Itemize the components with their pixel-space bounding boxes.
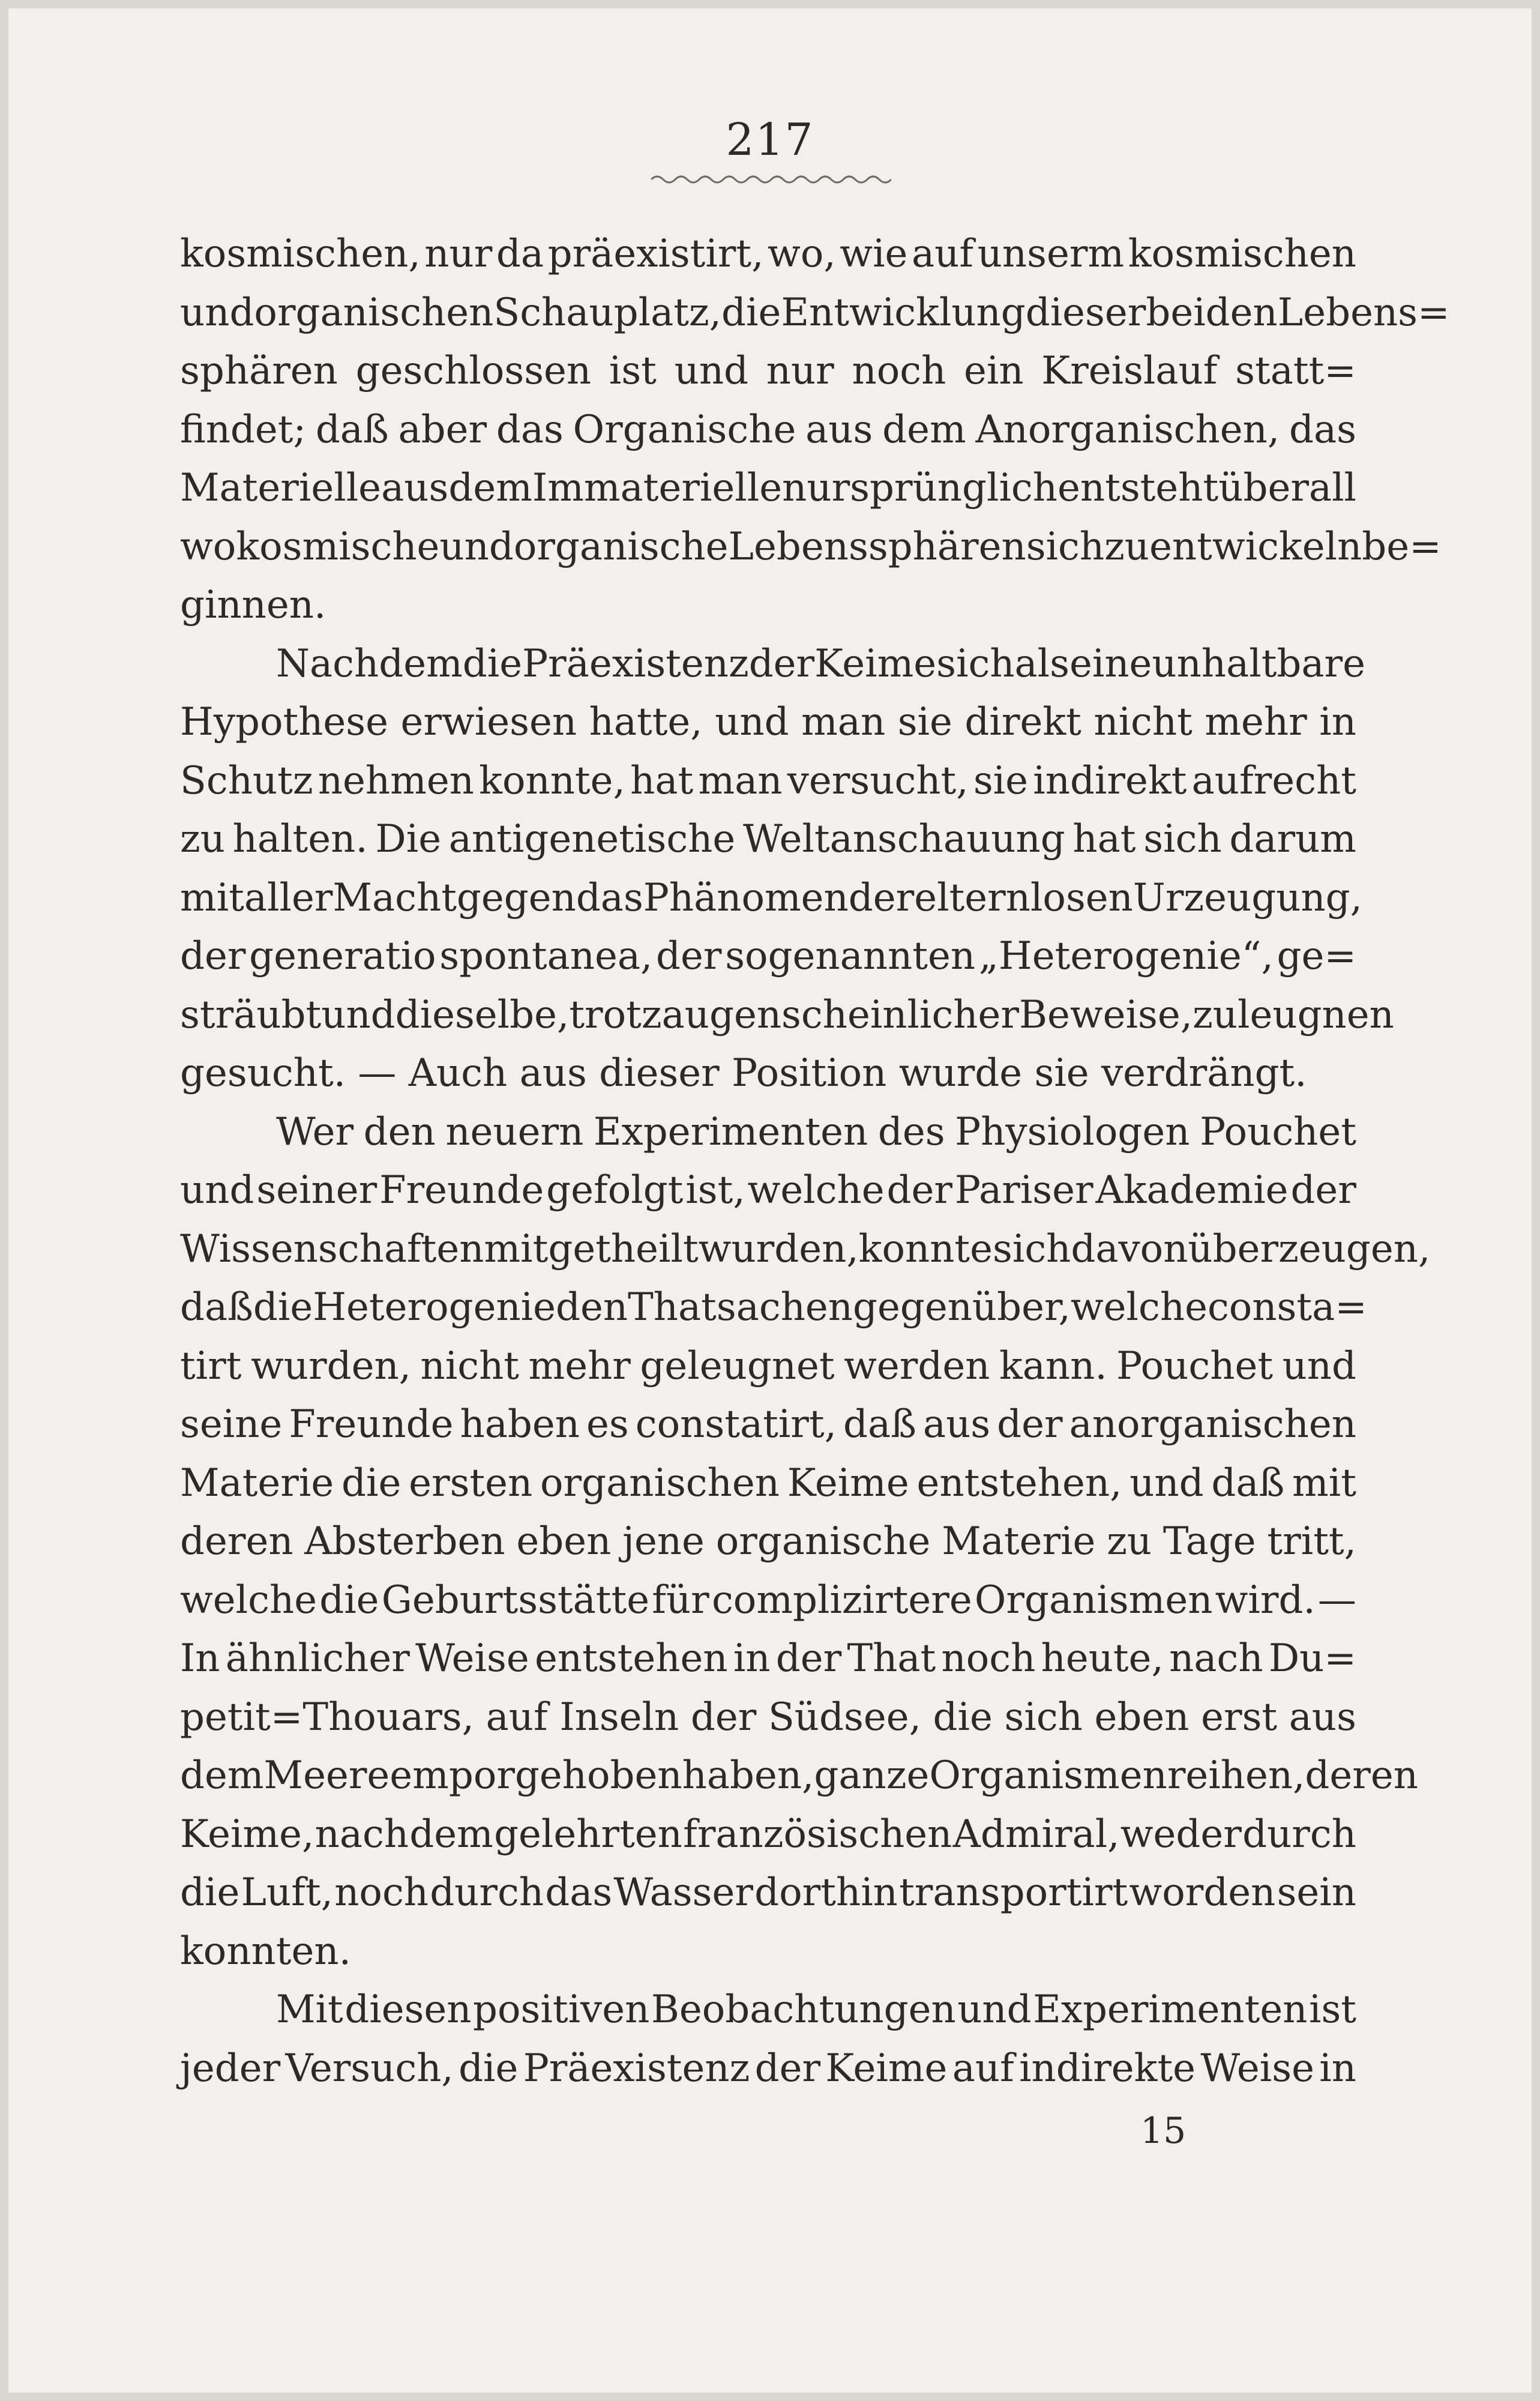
text-line: Wissenschaften mitgetheilt wurden, konnte sich davon überzeugen, <box>180 1226 1431 1271</box>
text-line: konnten. <box>180 1929 351 1974</box>
text-line: Mit diesen positiven Beobachtungen und Experimenten ist <box>276 1987 1356 2032</box>
text-line: deren Absterben eben jene organische Materie zu Tage tritt, <box>180 1519 1356 1564</box>
text-line: sphären geschlossen ist und nur noch ein Kreislauf statt= <box>180 349 1356 393</box>
text-line: seine Freunde haben es constatirt, daß aus der anorganischen <box>180 1402 1356 1447</box>
body-text <box>180 225 1450 2098</box>
text-line: Keime, nach dem gelehrten französischen Admiral, weder durch <box>180 1812 1356 1857</box>
text-line: jeder Versuch, die Präexistenz der Keime auf indirekte Weise in <box>180 2046 1356 2091</box>
text-line: sträubt und dieselbe, trotz augenscheinlicher Beweise, zu leugnen <box>180 992 1394 1037</box>
text-line: wo kosmische und organische Lebenssphären sich zu entwickeln be= <box>180 524 1442 569</box>
text-line: welche die Geburtsstätte für complizirtere Organismen wird. — <box>180 1577 1356 1622</box>
text-line: kosmischen, nur da präexistirt, wo, wie auf unserm kosmischen <box>180 232 1356 276</box>
text-line: findet; daß aber das Organische aus dem Anorganischen, das <box>180 407 1356 452</box>
text-line: Nachdem die Präexistenz der Keime sich als eine unhaltbare <box>276 641 1365 686</box>
text-line: petit=Thouars, auf Inseln der Südsee, die sich eben erst aus <box>180 1695 1356 1740</box>
text-line: Hypothese erwiesen hatte, und man sie direkt nicht mehr in <box>180 700 1356 744</box>
text-line: gesucht. — Auch aus dieser Position wurde sie verdrängt. <box>180 1051 1307 1095</box>
text-line: In ähnlicher Weise entstehen in der That noch heute, nach Du= <box>180 1636 1356 1681</box>
text-line: Materie die ersten organischen Keime entstehen, und daß mit <box>180 1460 1356 1505</box>
text-line: tirt wurden, nicht mehr geleugnet werden kann. Pouchet und <box>180 1343 1356 1388</box>
text-line: Schutz nehmen konnte, hat man versucht, sie indirekt aufrecht <box>180 758 1356 803</box>
signature-mark: 15 <box>1140 2110 1187 2152</box>
text-line: und seiner Freunde gefolgt ist, welche der Pariser Akademie der <box>180 1168 1356 1213</box>
text-line: zu halten. Die antigenetische Weltanschauung hat sich darum <box>180 817 1356 861</box>
text-line: daß die Heterogenie den Thatsachen gegenüber, welche consta= <box>180 1285 1367 1330</box>
text-line: Materielle aus dem Immateriellen ursprünglich entsteht überall <box>180 466 1356 510</box>
text-line: die Luft, noch durch das Wasser dorthin transportirt worden sein <box>180 1870 1356 1915</box>
ornament-rule <box>651 171 891 188</box>
text-line: ginnen. <box>180 583 326 627</box>
text-line: mit aller Macht gegen das Phänomen der elternlosen Urzeugung, <box>180 875 1362 920</box>
text-line: der generatio spontanea, der sogenannten „Heterogenie“, ge= <box>180 934 1356 978</box>
text-line: und organischen Schauplatz, die Entwicklung dieser beiden Lebens= <box>180 290 1450 335</box>
page-number: 217 <box>726 114 814 166</box>
text-line: Wer den neuern Experimenten des Physiologen Pouchet <box>276 1109 1356 1154</box>
text-line: dem Meere empor gehoben haben, ganze Organismenreihen, deren <box>180 1753 1418 1798</box>
